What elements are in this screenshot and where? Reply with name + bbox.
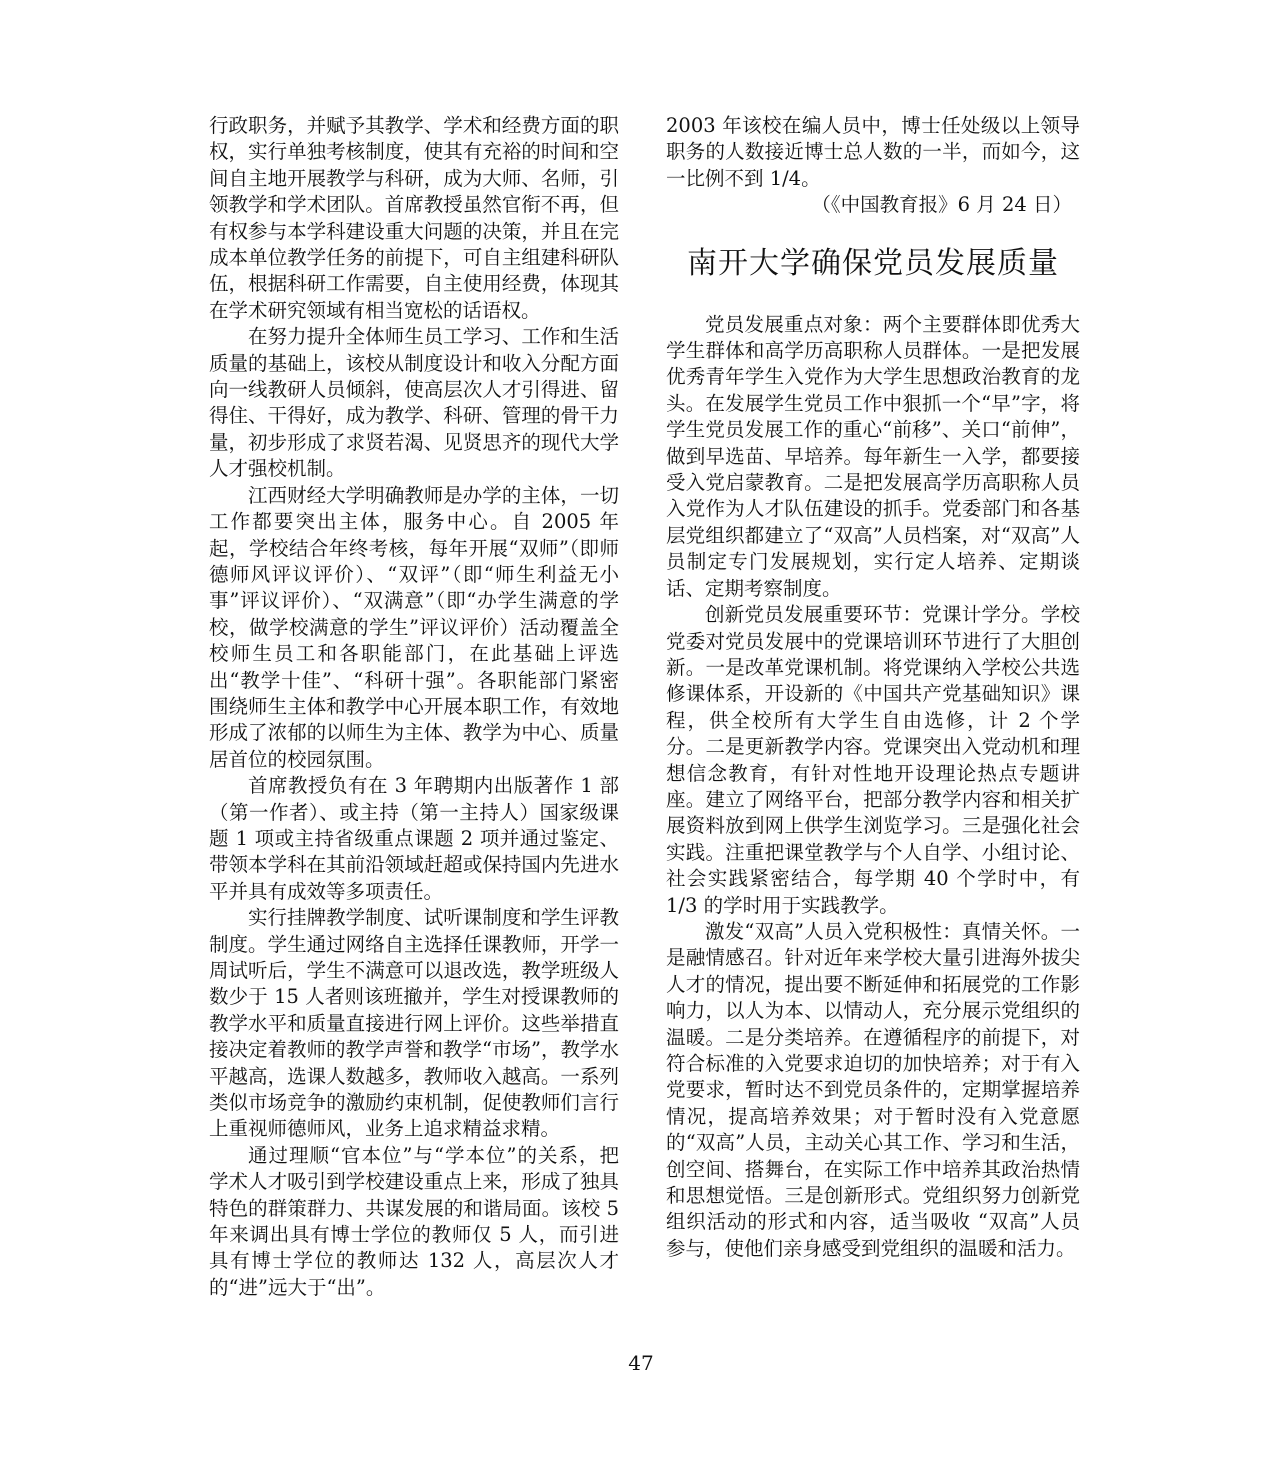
page-number: 47: [628, 1351, 654, 1375]
paragraph: 实行挂牌教学制度、试听课制度和学生评教制度。学生通过网络自主选择任课教师，开学一周试听后，学生不满意可以退改选，教学班级人数少于 15 人者则该班撤并，学生对授课教师的教学水平和质量直接进行网上评价。这些举措直接决定着教师的教学声誉和教学“市场”，教学水平越高，选课人数越多，教师收入越高。一系列类似市场竞争的激励约束机制，促使教师们言行上重视师德师风，业务上追求精益求精。: [209, 906, 619, 1141]
paragraph: 党员发展重点对象：两个主要群体即优秀大学生群体和高学历高职称人员群体。一是把发展优秀青年学生入党作为大学生思想政治教育的龙头。在发展学生党员工作中狠抓一个“早”字，将学生党员发展工作的重心“前移”、关口“前伸”，做到早选苗、早培养。每年新生一入学，都要接受入党启蒙教育。二是把发展高学历高职称人员入党作为人才队伍建设的抓手。党委部门和各基层党组织都建立了“双高”人员档案，对“双高”人员制定专门发展规划，实行定人培养、定期谈话、定期考察制度。: [666, 312, 1080, 600]
paragraph: 首席教授负有在 3 年聘期内出版著作 1 部（第一作者）、或主持（第一主持人）国家级课题 1 项或主持省级重点课题 2 项并通过鉴定、带领本学科在其前沿领域赶超或保持国内先进水平并具有成效等多项责任。: [209, 774, 619, 903]
continuation-paragraph: 2003 年该校在编人员中，博士任处级以上领导职务的人数接近博士总人数的一半，而如今，这一比例不到 1/4。: [666, 114, 1080, 190]
paragraph: 创新党员发展重要环节：党课计学分。学校党委对党员发展中的党课培训环节进行了大胆创新。一是改革党课机制。将党课纳入学校公共选修课体系，开设新的《中国共产党基础知识》课程，供全校所有大学生自由选修，计 2 个学分。二是更新教学内容。党课突出入党动机和理想信念教育，有针对性地开设理论热点专题讲座。建立了网络平台，把部分教学内容和相关扩展资料放到网上供学生浏览学习。三是强化社会实践。注重把课堂教学与个人自学、小组讨论、社会实践紧密结合，每学期 40 个学时中，有 1/3 的学时用于实践教学。: [666, 603, 1080, 917]
paragraph: 在努力提升全体师生员工学习、工作和生活质量的基础上，该校从制度设计和收入分配方面向一线教研人员倾斜，使高层次人才引得进、留得住、干得好，成为教学、科研、管理的骨干力量，初步形成了求贤若渴、见贤思齐的现代大学人才强校机制。: [209, 325, 619, 481]
paragraph: 通过理顺“官本位”与“学本位”的关系，把学术人才吸引到学校建设重点上来，形成了独具特色的群策群力、共谋发展的和谐局面。该校 5 年来调出具有博士学位的教师仅 5 人，而引进具有博士学位的教师达 132 人，高层次人才的“进”远大于“出”。: [209, 1143, 619, 1299]
article-title: 南开大学确保党员发展质量: [687, 245, 1059, 281]
paragraph: 激发“双高”人员入党积极性：真情关怀。一是融情感召。针对近年来学校大量引进海外拔尖人才的情况，提出要不断延伸和拓展党的工作影响力，以人为本、以情动人，充分展示党组织的温暖。二是分类培养。在遵循程序的前提下，对符合标准的入党要求迫切的加快培养；对于有入党要求，暂时达不到党员条件的，定期掌握培养情况，提高培养效果；对于暂时没有入党意愿的“双高”人员，主动关心其工作、学习和生活，创空间、搭舞台，在实际工作中培养其政治热情和思想觉悟。三是创新形式。党组织努力创新党组织活动的形式和内容，适当吸收 “双高”人员参与，使他们亲身感受到党组织的温暖和活力。: [666, 919, 1080, 1260]
paragraph: 行政职务，并赋予其教学、学术和经费方面的职权，实行单独考核制度，使其有充裕的时间和空间自主地开展教学与科研，成为大师、名师，引领教学和学术团队。首席教授虽然官衔不再，但有权参与本学科建设重大问题的决策，并且在完成本单位教学任务的前提下，可自主组建科研队伍，根据科研工作需要，自主使用经费，体现其在学术研究领域有相当宽松的话语权。: [209, 114, 619, 322]
right-column: [666, 113, 1080, 1262]
paragraph: 江西财经大学明确教师是办学的主体，一切工作都要突出主体，服务中心。自 2005 年起，学校结合年终考核，每年开展“双师”（即师德师风评议评价）、“双评”（即“师生利益无小事”评议评价）、“双满意”（即“办学生满意的学校，做学校满意的学生”评议评价）活动覆盖全校师生员工和各职能部门，在此基础上评选出“教学十佳”、“科研十强”。各职能部门紧密围绕师生主体和教学中心开展本职工作，有效地形成了浓郁的以师生为主体、教学为中心、质量居首位的校园氛围。: [209, 483, 619, 771]
left-column: [209, 113, 619, 1301]
source-citation: （《中国教育报》6 月 24 日）: [811, 193, 1072, 217]
